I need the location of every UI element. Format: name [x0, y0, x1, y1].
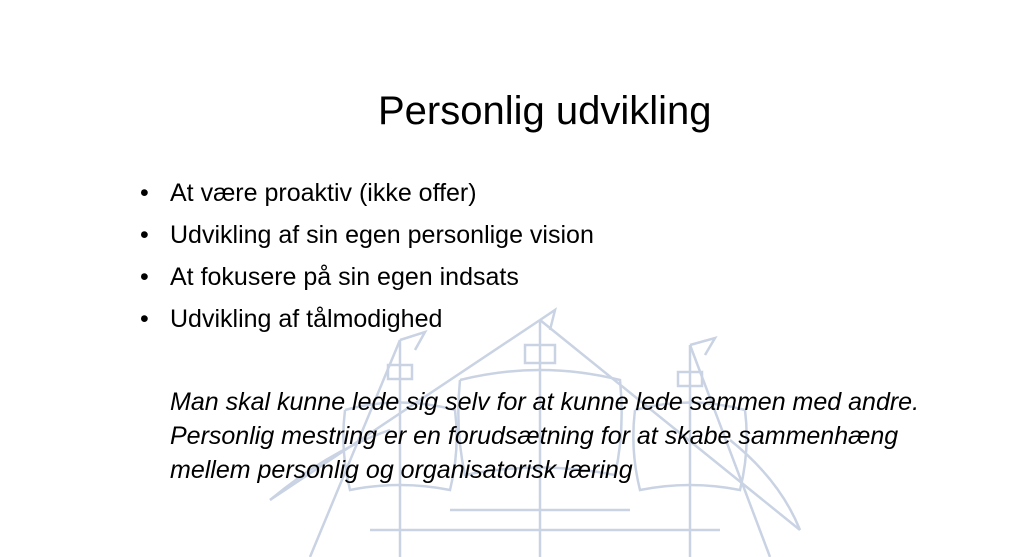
- bullet-item: [140, 298, 594, 340]
- bullet-item: [140, 214, 594, 256]
- italic-note: Man skal kunne lede sig selv for at kunne lede sammen med andre. Personlig mestring er en forudsætning for at skabe sammenhæng mellem personlig og organisatorisk læring: [170, 388, 920, 484]
- bullet-item: [140, 256, 594, 298]
- bullet-text: At fokusere på sin egen indsats: [170, 263, 519, 291]
- bullet-text: At være proaktiv (ikke offer): [170, 179, 477, 207]
- bullet-dot: •: [140, 263, 149, 291]
- bullet-dot: •: [140, 221, 149, 249]
- bullet-dot: •: [140, 179, 149, 207]
- bullet-dot: •: [140, 305, 149, 333]
- bullet-item: [140, 172, 594, 214]
- slide-title: Personlig udvikling: [378, 89, 712, 133]
- bullet-text: Udvikling af sin egen personlige vision: [170, 221, 594, 249]
- bullet-text: Udvikling af tålmodighed: [170, 305, 443, 333]
- bullet-list: [140, 172, 594, 340]
